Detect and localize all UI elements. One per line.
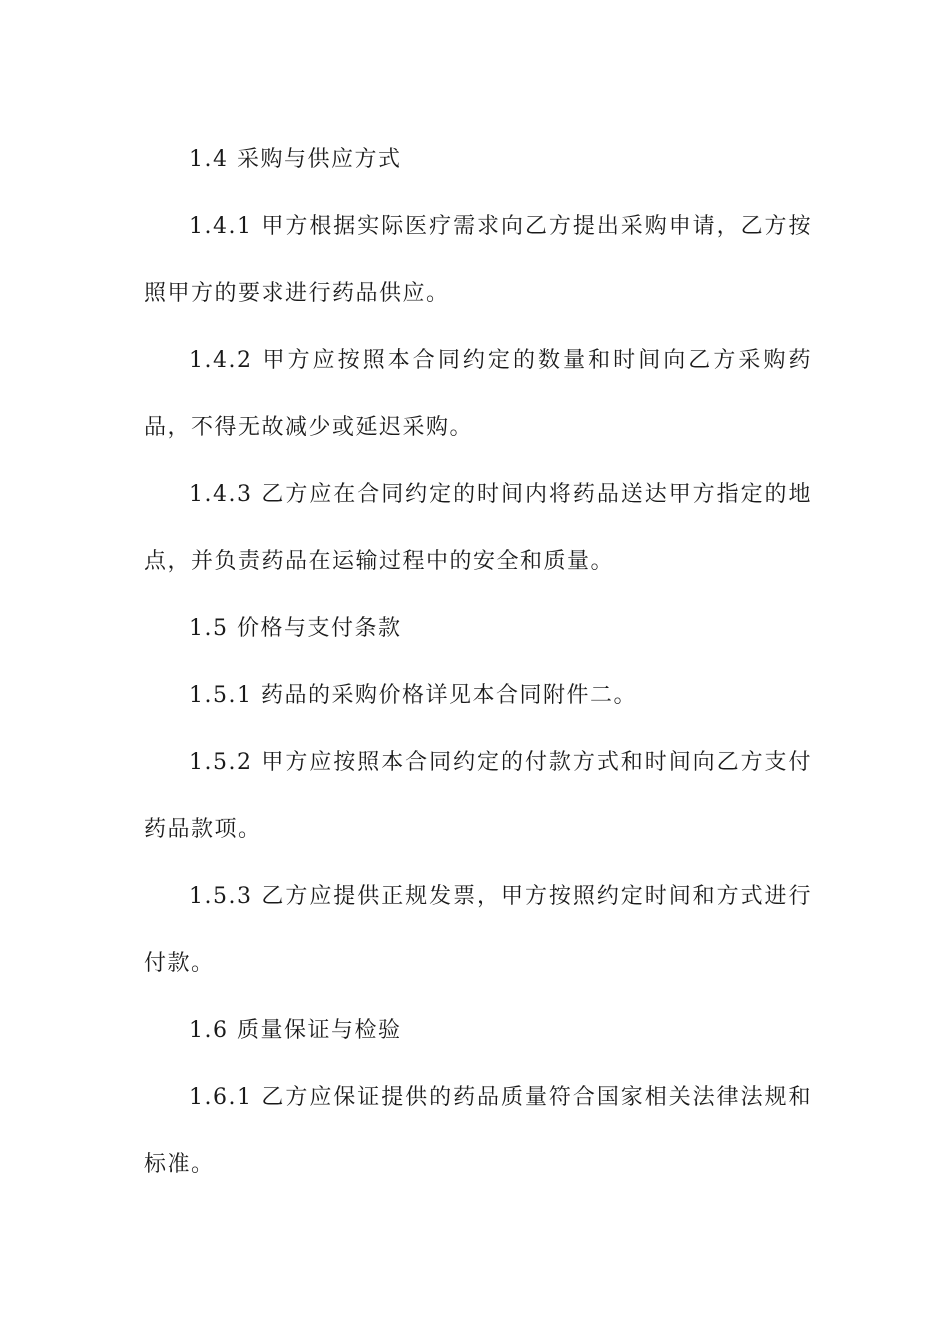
clause-1-4-2: 1.4.2 甲方应按照本合同约定的数量和时间向乙方采购药品，不得无故减少或延迟采购。: [144, 348, 812, 440]
clause-1-4-1: 1.4.1 甲方根据实际医疗需求向乙方提出采购申请，乙方按照甲方的要求进行药品供应。: [144, 214, 812, 306]
clause-1-5-1: 1.5.1 药品的采购价格详见本合同附件二。: [189, 683, 637, 708]
clause-1-5-2: 1.5.2 甲方应按照本合同约定的付款方式和时间向乙方支付药品款项。: [144, 750, 812, 842]
clause-1-4-3: 1.4.3 乙方应在合同约定的时间内将药品送达甲方指定的地点，并负责药品在运输过程中的安全和质量。: [144, 482, 812, 574]
section-heading-1-4: 1.4 采购与供应方式: [189, 147, 402, 172]
clause-1-5-3: 1.5.3 乙方应提供正规发票，甲方按照约定时间和方式进行付款。: [144, 884, 812, 976]
document-body: [144, 126, 812, 1198]
section-heading-1-6: 1.6 质量保证与检验: [189, 1018, 402, 1043]
clause-1-6-1: 1.6.1 乙方应保证提供的药品质量符合国家相关法律法规和标准。: [144, 1085, 812, 1177]
section-heading-1-5: 1.5 价格与支付条款: [189, 616, 402, 641]
